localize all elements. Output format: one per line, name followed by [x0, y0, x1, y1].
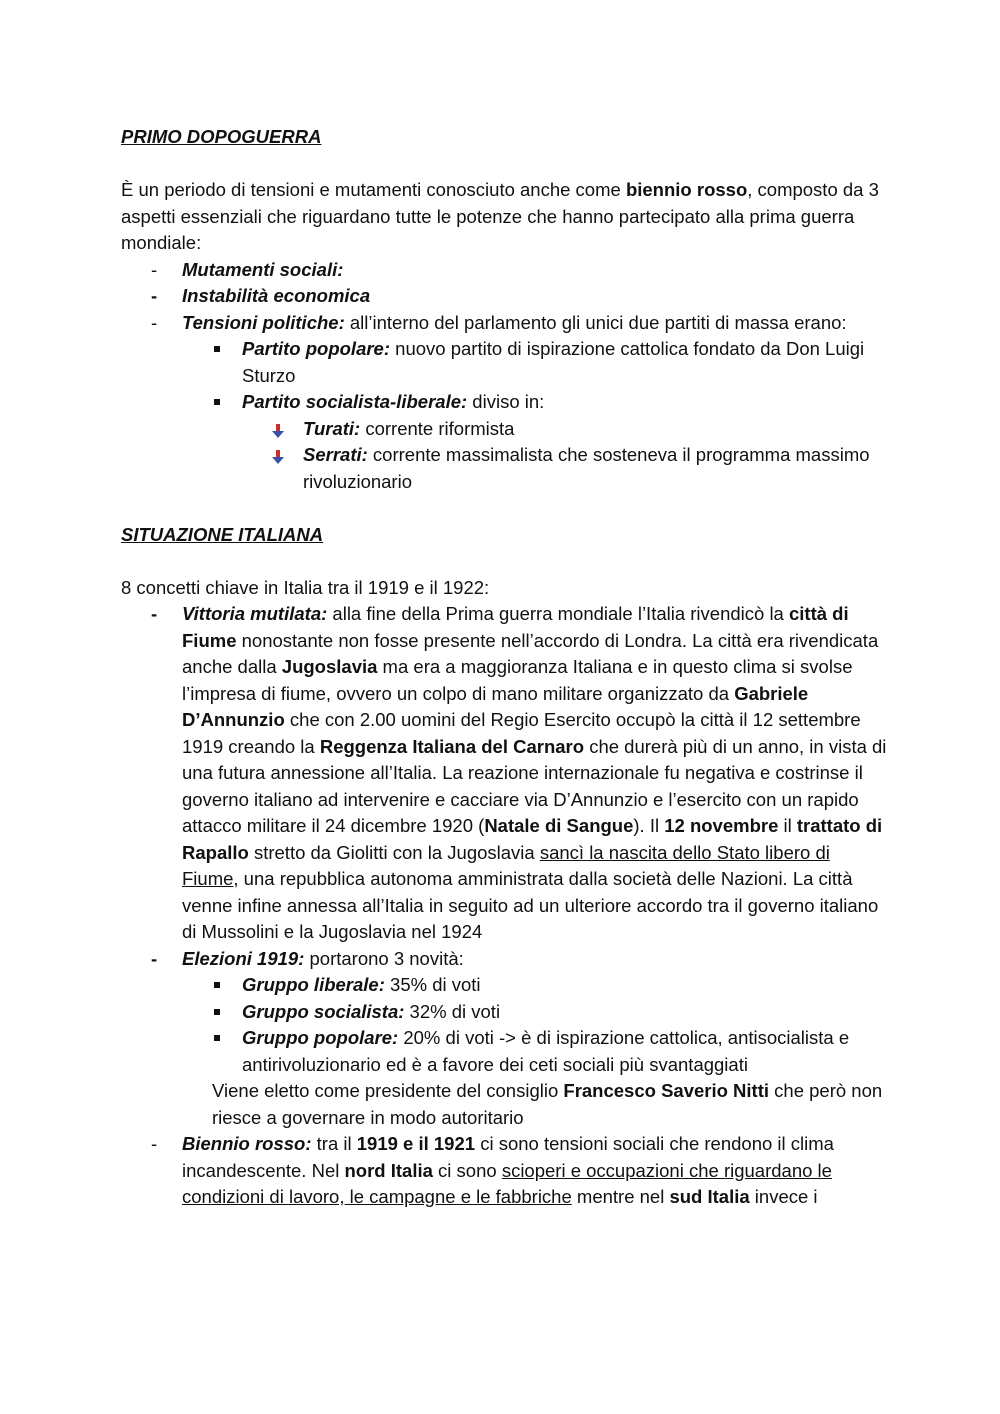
list-item-mutamenti: - Mutamenti sociali:: [121, 257, 891, 284]
dash-marker: -: [151, 285, 158, 306]
arrow-down-icon: [271, 446, 285, 462]
dash-marker: -: [151, 603, 158, 624]
list-item-gruppo-socialista: Gruppo socialista: 32% di voti: [121, 999, 891, 1026]
square-bullet-icon: [214, 1009, 220, 1015]
dash-marker: -: [151, 947, 158, 969]
list-item-gruppo-liberale: Gruppo liberale: 35% di voti: [121, 972, 891, 999]
list-item-gruppo-popolare: Gruppo popolare: 20% di voti -> è di ispirazione cattolica, antisocialista e antirivoluzionario ed è a favore dei ceti sociali più svantaggiati: [121, 1025, 891, 1078]
list-item-biennio-rosso: - Biennio rosso: tra il 1919 e il 1921 ci sono tensioni sociali che rendono il clima incandescente. Nel nord Italia ci sono scioperi e occupazioni che riguardano le condizioni di lavoro, le campagne e le fabbriche mentre nel sud Italia invece i: [151, 1133, 834, 1207]
intro-paragraph: È un periodo di tensioni e mutamenti conosciuto anche come biennio rosso, composto da 3 aspetti essenziali che riguardano tutte le potenze che hanno partecipato alla prima guerra mondiale:: [121, 179, 879, 253]
square-bullet-icon: [214, 982, 220, 988]
list-item-turati: Turati: corrente riformista: [121, 416, 891, 443]
dash-marker: -: [151, 311, 158, 333]
nitti-paragraph: Viene eletto come presidente del consiglio Francesco Saverio Nitti che però non riesce a governare in modo autoritario: [212, 1080, 883, 1128]
intro-8-concetti: 8 concetti chiave in Italia tra il 1919 e il 1922:: [121, 576, 490, 598]
list-item-partito-popolare: Partito popolare: nuovo partito di ispirazione cattolica fondato da Don Luigi Sturzo: [121, 336, 891, 389]
list-item-serrati: Serrati: corrente massimalista che sosteneva il programma massimo rivoluzionario: [121, 442, 891, 495]
dash-marker: -: [151, 1133, 158, 1154]
dash-marker: -: [151, 258, 158, 280]
list-item-vittoria-mutilata: - Vittoria mutilata: alla fine della Prima guerra mondiale l’Italia rivendicò la città di Fiume nonostante non fosse presente nell’accordo di Londra. La città era rivendicata anche dalla Jugoslavia ma era a maggioranza Italiana e in questo clima si svolse l’impresa di fiume, ovvero un colpo di mano militare organizzato da Gabriele D’Annunzio che con 2.00 uomini del Regio Esercito occupò la città il 12 settembre 1919 creando la Reggenza Italiana del Carnaro che durerà più di un anno, in vista di una futura annessione all’Italia. La reazione internazionale fu negativa e costrinse il governo italiano ad intervenire e cacciare via D’Annunzio e l’esercito con un rapido attacco militare il 24 dicembre 1920 (Natale di Sangue). Il 12 novembre il trattato di Rapallo stretto da Giolitti con la Jugoslavia sancì la nascita dello Stato libero di Fiume, una repubblica autonoma amministrata dalla società delle Nazioni. La città venne infine annessa all’Italia in seguito ad un ulteriore accordo tra il governo italiano di Mussolini e la Jugoslavia nel 1924: [151, 603, 887, 942]
section-title-primo-dopoguerra: PRIMO DOPOGUERRA: [121, 126, 322, 147]
list-item-instabilita: - Instabilità economica: [121, 283, 891, 310]
list-item-tensioni: - Tensioni politiche: all’interno del parlamento gli unici due partiti di massa erano:: [121, 310, 891, 337]
arrow-down-icon: [271, 420, 285, 436]
list-item-partito-socialista: Partito socialista-liberale: diviso in:: [121, 389, 891, 416]
list-item-elezioni-1919: - Elezioni 1919: portarono 3 novità:: [121, 946, 891, 973]
section-title-situazione-italiana: SITUAZIONE ITALIANA: [121, 523, 324, 545]
square-bullet-icon: [214, 399, 220, 405]
square-bullet-icon: [214, 346, 220, 352]
square-bullet-icon: [214, 1035, 220, 1041]
document-page: [121, 124, 891, 1211]
